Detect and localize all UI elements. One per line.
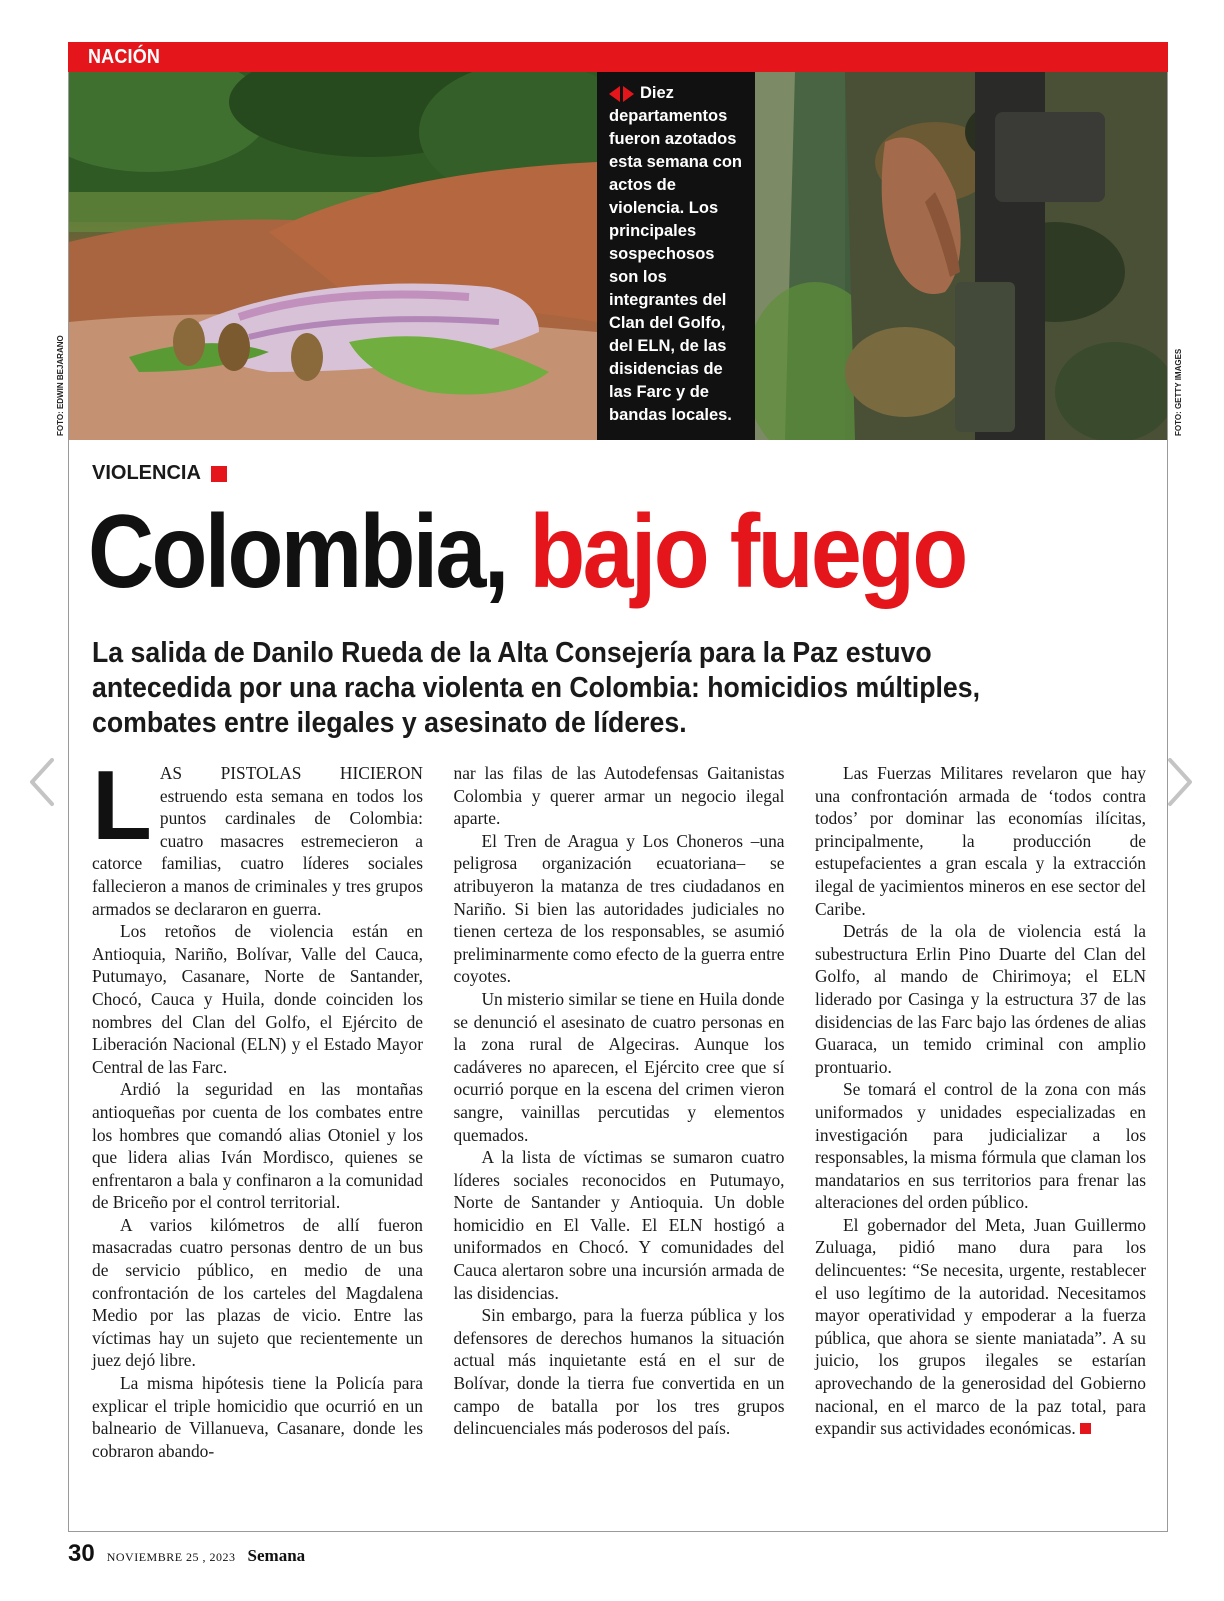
publication-name: Semana <box>247 1546 306 1565</box>
kicker <box>92 462 227 485</box>
paragraph: Sin embargo, para la fuerza pública y los defensores de derechos humanos la situación actual más inquietante está en el sur de Bolívar, donde la tierra fue convertida en un campo de batalla por los tres grupos delincuenciales más poderosos del país. <box>453 1305 785 1439</box>
paragraph: La misma hipótesis tiene la Policía para explicar el triple homicidio que ocurrió en un balneario de Villanueva, Casanare, donde les cobraron abando- <box>92 1373 423 1461</box>
paragraph: Los retoños de violencia están en Antioquia, Nariño, Bolívar, Valle del Cauca, Putumayo, Casanare, Norte de Santander, Chocó, Cauca y Huila, donde coinciden los nombres del Clan del Golfo, el Ejército de Liberación Nacional (ELN) y el Estado Mayor Central de las Farc. <box>92 921 423 1077</box>
headline-part2: bajo fuego <box>529 494 966 610</box>
section-label: NACIÓN <box>88 46 161 68</box>
paragraph: Un misterio similar se tiene en Huila donde se denunció el asesinato de cuatro personas en la zona rural de Algeciras. Aunque los cadáveres no aparecen, el Ejército cree que sí ocurrió porque en la escena del crimen vieron sangre, vainillas percutidas y elementos quemados. <box>453 988 785 1145</box>
paragraph: El Tren de Aragua y Los Choneros –una peligrosa organización ecuatoriana– se atribuyeron la matanza de tres ciudadanos en Nariño. Si bien las autoridades judiciales no tienen certeza de los responsables, se asumió preliminarmente como efecto de la guerra entre coyotes. <box>453 830 785 987</box>
photo-caption: Diez departamentos fueron azotados esta semana con actos de violencia. Los principales sospechosos son los integrantes del Clan del Golfo, del ELN, de las disidencias de las Farc y de bandas locales. <box>597 72 755 440</box>
photo-soldier <box>755 72 1167 440</box>
paragraph-last <box>815 1214 1146 1440</box>
previous-page-chevron-icon[interactable] <box>26 756 58 808</box>
photo-crime-scene <box>69 72 597 440</box>
headline-part1: Colombia, <box>88 494 507 610</box>
article-body <box>92 750 1146 1512</box>
caption-arrows-icon <box>609 86 634 102</box>
paragraph: Se tomará el control de la zona con más uniformados y unidades especializadas en investigación para judicializar a los responsables, la misma fórmula que claman los mandatarios en sus territorios para frenar las alteraciones del orden público. <box>815 1079 1146 1213</box>
kicker-label: VIOLENCIA <box>92 462 201 484</box>
column-3 <box>815 762 1146 1512</box>
headline <box>88 492 966 612</box>
paragraph: A la lista de víctimas se sumaron cuatro líderes sociales reconocidos en Putumayo, Norte de Santander y Antioquia. Un doble homicidio en El Valle. El ELN hostigó a uniformados en Chocó. Y comunidades del Cauca alertaron sobre una incursión armada de las disidencias. <box>453 1147 785 1303</box>
photo-credit-left: FOTO: EDWIN BEJARANO <box>56 335 65 436</box>
page-number: 30 <box>68 1540 95 1567</box>
issue-date: NOVIEMBRE 25 , 2023 <box>106 1550 236 1564</box>
kicker-square-icon <box>211 466 227 482</box>
paragraph-text: El gobernador del Meta, Juan Guillermo Zuluaga, pidió mano dura para los delincuentes: “Se necesita, urgente, restablecer el uso legítimo de la autoridad. Necesitamos mayor operatividad y empoderar a la fuerza pública, que ahora se siente maniatada”. A su juicio, los grupos ilegales se estarían aprovechando de la generosidad del Gobierno nacional, en el marco de la paz total, para expandir sus actividades económicas. <box>815 1214 1146 1439</box>
paragraph: A varios kilómetros de allí fueron masacradas cuatro personas dentro de un bus de servicio público, en medio de una confrontación de los carteles del Magdalena Medio por las plazas de vicio. Entre las víctimas hay un sujeto que recientemente un juez dejó libre. <box>92 1214 423 1371</box>
paragraph: AS PISTOLAS HICIERON estruendo esta semana en todos los puntos cardinales de Colombia: cuatro masacres estremecieron a catorce familias, cuatro líderes sociales fallecieron a manos de criminales y tres grupos armados se declararon en guerra. <box>92 763 423 919</box>
section-bar <box>68 42 1168 72</box>
end-mark-icon <box>1080 1423 1091 1434</box>
column-1 <box>92 750 423 1512</box>
paragraph: Ardió la seguridad en las montañas antioqueñas por cuenta de los combates entre los hombres que comandó alias Otoniel y los que lidera alias Iván Mordisco, quienes se enfrentaron a bala y confinaron a la comunidad de Briceño por el control territorial. <box>92 1079 423 1213</box>
paragraph: nar las filas de las Autodefensas Gaitanistas Colombia y querer armar un negocio ilegal aparte. <box>453 763 785 829</box>
column-2 <box>454 762 785 1512</box>
photo-credit-right: FOTO: GETTY IMAGES <box>1174 348 1183 436</box>
deck: La salida de Danilo Rueda de la Alta Consejería para la Paz estuvo antecedida por una racha violenta en Colombia: homicidios múltiples, combates entre ilegales y asesinato de líderes. <box>92 637 981 739</box>
paragraph: Detrás de la ola de violencia está la subestructura Erlin Pino Duarte del Clan del Golfo, al mando de Chirimoya; el ELN liderado por Casinga y la estructura 37 de las disidencias de las Farc bajo las órdenes de alias Guaraca, un temido criminal con amplio prontuario. <box>815 921 1146 1077</box>
next-page-chevron-icon[interactable] <box>1164 756 1196 808</box>
footer <box>68 1540 305 1568</box>
dropcap: L <box>92 750 152 860</box>
paragraph: Las Fuerzas Militares revelaron que hay una confrontación armada de ‘todos contra todos’ por dominar las economías ilícitas, principalmente, la producción de estupefacientes a gran escala y la extracción ilegal de yacimientos mineros en ese sector del Caribe. <box>815 763 1146 919</box>
